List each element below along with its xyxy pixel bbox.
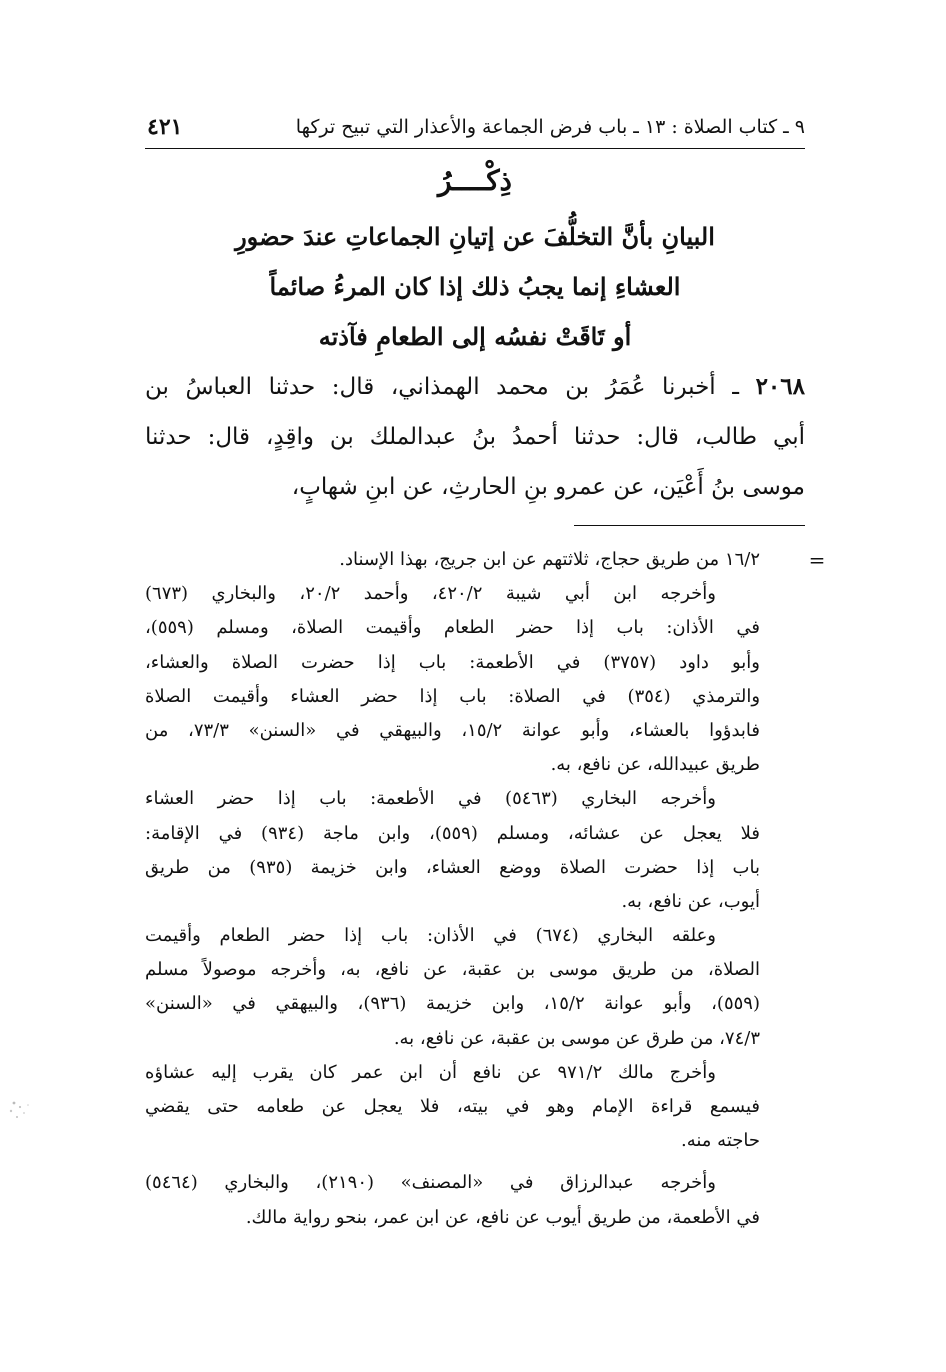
footnote-line: في الأطعمة، من طريق أيوب عن نافع، عن ابن عمر، بنحو رواية مالك.: [245, 1206, 760, 1228]
footnote-line: باب إذا حضرت الصلاة ووضع العشاء، وابن خزيمة (٩٣٥) من طريق: [145, 856, 760, 878]
footnote-line: وأخرجه ابن أبي شيبة ٤٢٠/٢، وأحمد ٢٠/٢، والبخاري (٦٧٣): [145, 583, 716, 605]
footnote-line: فابدؤوا بالعشاء، وأبو عوانة ١٥/٢، والبيهقي في «السنن» ٧٣/٣، من: [145, 719, 761, 741]
footnote-line: وأخرجه عبدالرزاق في «المصنف» (٢١٩٠)، والبخاري (٥٤٦٤): [145, 1172, 716, 1194]
page-header: [145, 112, 805, 149]
hadith-line: [145, 362, 805, 412]
footnote-line: وأخرج مالك ٩٧١/٢ عن نافع أن ابن عمر كان يقرب إليه عشاؤه: [145, 1061, 716, 1083]
footnote-line: حاجته منه.: [681, 1130, 760, 1152]
footnote-line: وعلقه البخاري (٦٧٤) في الأذان: باب إذا حضر الطعام وأقيمت: [145, 925, 716, 947]
hadith-line-text: ـ أخبرنا عُمَرُ بن محمد الهمذاني، قال: حدثنا العباسُ بن: [145, 374, 739, 400]
hadith-line: أبي طالب، قال: حدثنا أحمدُ بنُ عبدالملك بن واقِدٍ، قال: حدثنا: [145, 424, 805, 450]
hadith-number: ٢٠٦٨: [755, 373, 805, 400]
chapter-title: [145, 212, 805, 362]
footnote-line: ١٦/٢ من طريق حجاج، ثلاثتهم عن ابن جريج، بهذا الإسناد.: [339, 549, 760, 570]
title-line: أو تَاقَتْ نفسُه إلى الطعامِ فآذته: [318, 322, 632, 351]
hadith-text: [145, 362, 805, 512]
footnote-line: وأبو داود (٣٧٥٧) في الأطعمة: باب إذا حضرت الصلاة والعشاء،: [145, 651, 760, 673]
footnotes: [145, 543, 760, 1235]
footnote-line: والترمذي (٣٥٤) في الصلاة: باب إذا حضر العشاء وأقيمت الصلاة: [145, 685, 761, 707]
footnote-line: (٥٥٩)، وأبو عوانة ١٥/٢، وابن خزيمة (٩٣٦)، والبيهقي في «السنن»: [145, 993, 760, 1015]
footnote-line: فيسمع قراءة الإمام وهو في بيته، فلا يعجل عن طعامه حتى يقضي: [145, 1096, 760, 1117]
title-line: البيانِ بأنَّ التخلُّفَ عن إتيانِ الجماعاتِ عندَ حضورِ: [235, 222, 715, 251]
footnote-line: طريق عبيدالله، عن نافع، به.: [550, 754, 760, 776]
footnote-line: أيوب، عن نافع، به.: [621, 890, 760, 912]
footnote-continuation-mark: =: [808, 548, 826, 572]
title-line: العشاءِ إنما يجبُ ذلك إذا كان المرءُ صائماً: [269, 272, 681, 301]
footnote-line: ٧٤/٣، من طرق عن موسى بن عقبة، عن نافع، به.: [393, 1027, 760, 1049]
footnote-line: في الأذان: باب إذا حضر الطعام وأقيمت الصلاة، ومسلم (٥٥٩)،: [145, 617, 760, 639]
section-heading: ذِكْــــرُ: [437, 164, 513, 197]
footnote-line: وأخرجه البخاري (٥٤٦٣) في الأطعمة: باب إذا حضر العشاء: [145, 788, 716, 810]
ink-smudge: [4, 1095, 38, 1125]
page-number: ٤٢١: [147, 114, 183, 140]
running-head: ٩ ـ كتاب الصلاة : ١٣ ـ باب فرض الجماعة والأعذار التي تبيح تركها: [295, 116, 805, 138]
footnote-line: الصلاة، من طريق موسى بن عقبة، عن نافع، به، وأخرجه موصولاً مسلم: [145, 959, 760, 981]
hadith-line: موسى بنُ أَعْيَن، عن عمرو بنِ الحارثِ، عن ابنِ شهابٍ،: [291, 474, 805, 500]
footnote-separator: [574, 525, 805, 526]
footnote-line: فلا يعجل عن عشائه، ومسلم (٥٥٩)، وابن ماجة (٩٣٤) في الإقامة:: [145, 822, 760, 844]
